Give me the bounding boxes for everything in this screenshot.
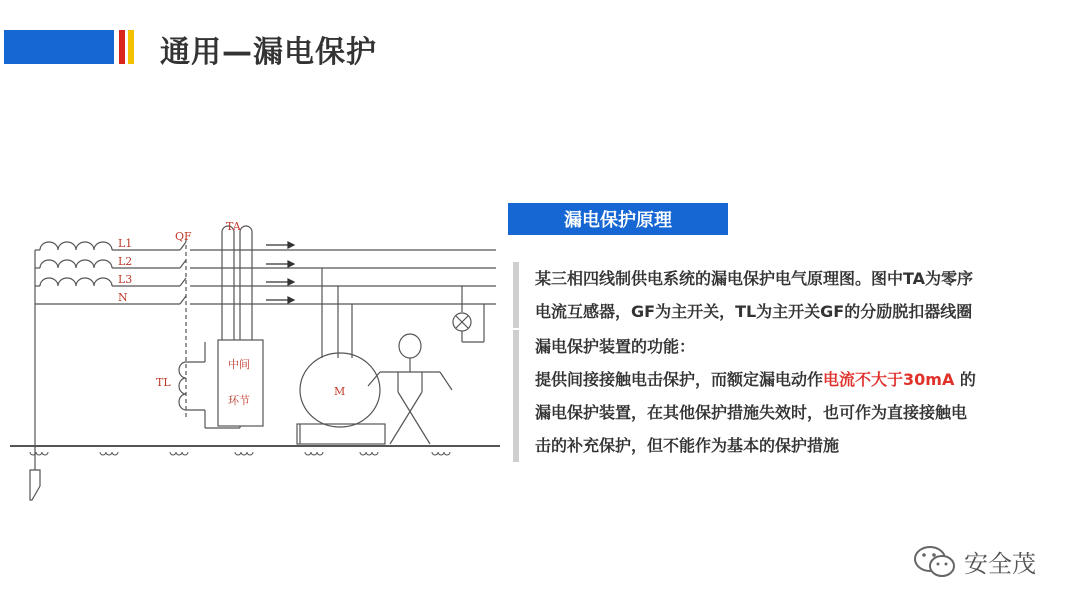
section-title: 漏电保护原理	[508, 203, 728, 235]
label-ta: TA	[226, 220, 241, 233]
tl-coil	[179, 362, 186, 410]
quote-bar	[513, 330, 519, 462]
label-l1: L1	[118, 237, 133, 250]
label-l2: L2	[118, 255, 133, 268]
description-para-2	[513, 330, 1033, 462]
highlight-current: 电流不大于30mA	[823, 370, 955, 389]
watermark	[912, 544, 1036, 579]
earth-electrode	[30, 470, 40, 500]
label-tl: TL	[156, 376, 171, 389]
label-n: N	[118, 291, 128, 304]
description-line: 击的补充保护，但不能作为基本的保护措施	[535, 436, 840, 455]
leakage-protection-diagram	[0, 0, 520, 520]
source-coil-l1	[40, 242, 112, 250]
description-para-1	[513, 262, 1033, 328]
quote-bar	[513, 262, 519, 328]
label-l3: L3	[118, 273, 133, 286]
label-motor: M	[334, 385, 346, 398]
wechat-icon	[912, 545, 958, 579]
description-line: 电流互感器，GF为主开关，TL为主开关GF的分励脱扣器线圈	[535, 302, 973, 321]
description	[513, 262, 1033, 462]
description-line: 漏电保护装置，在其他保护措施失效时，也可作为直接接触电	[535, 403, 968, 422]
label-box-2: 环节	[228, 394, 250, 407]
intermediate-box	[218, 340, 263, 426]
label-box-1: 中间	[228, 358, 250, 371]
description-line: 漏电保护装置的功能：	[535, 337, 696, 356]
description-text: 提供间接接触电击保护，而额定漏电动作	[535, 370, 824, 389]
source-coil-l2	[40, 260, 112, 268]
source-coil-l3	[40, 278, 112, 286]
description-line	[535, 363, 1033, 396]
person-figure	[368, 334, 452, 444]
description-text: 的	[954, 370, 976, 389]
watermark-text: 安全茂	[964, 550, 1036, 578]
ta-loop-2	[240, 226, 252, 340]
label-qf: QF	[175, 230, 192, 243]
description-line: 某三相四线制供电系统的漏电保护电气原理图。图中TA为零序	[535, 269, 974, 288]
ta-loop-1	[222, 226, 234, 340]
page-title: 通用—漏电保护	[160, 35, 377, 70]
